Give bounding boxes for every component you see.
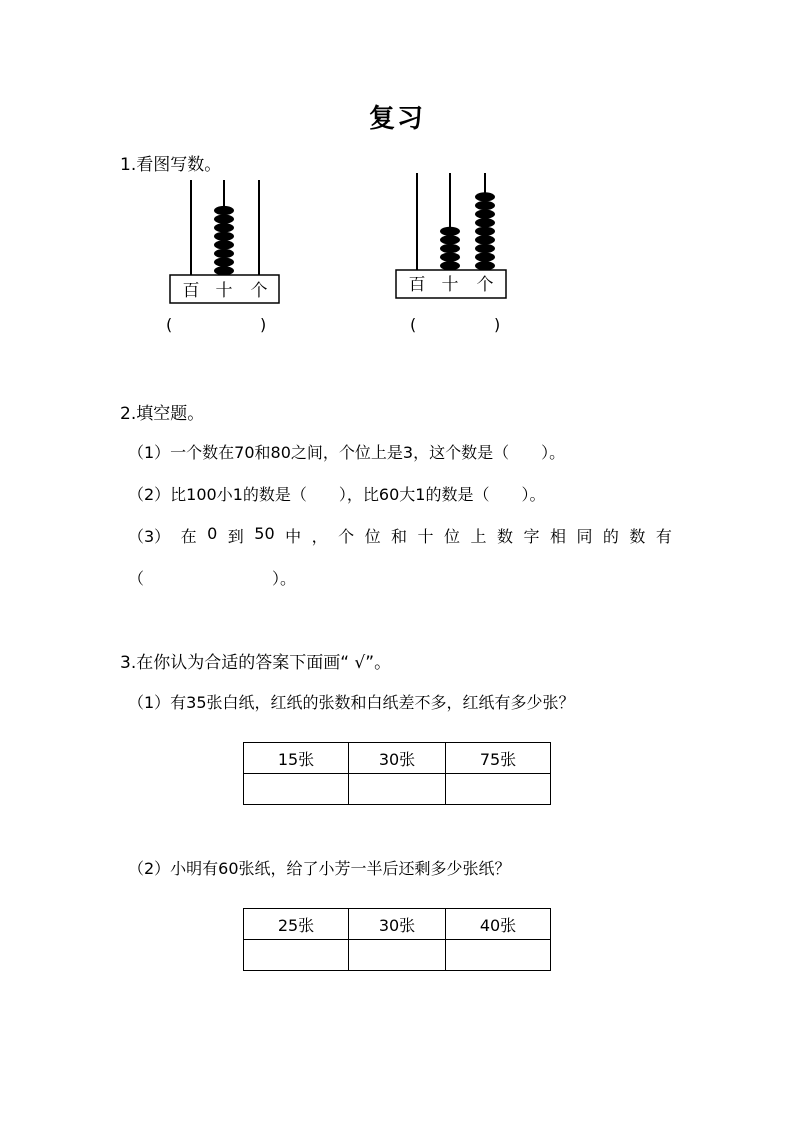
abacus-2-label-ones: 个 <box>476 275 494 295</box>
abacus-2-answer-close: ) <box>494 315 501 334</box>
abacus-2-tens-bead <box>440 235 460 244</box>
answer-cell[interactable] <box>446 774 551 805</box>
q1-heading: 1.看图写数。 <box>120 155 222 175</box>
q2-item-3-token: ， <box>311 527 328 546</box>
abacus-1-tens-bead <box>214 266 234 275</box>
abacus-2-tens-bead <box>440 261 460 270</box>
abacus-1-tens-bead <box>214 223 234 232</box>
abacus-1-answer-close: ) <box>260 315 267 334</box>
page-title: 复习 <box>368 104 425 134</box>
q2-heading: 2.填空题。 <box>120 404 205 424</box>
q2-item-3-token: 上 <box>470 527 487 546</box>
q2-item-2: （2）比100小1的数是（ ），比60大1的数是（ ）。 <box>128 485 546 504</box>
q2-item-3-continuation: （ ）。 <box>128 569 297 588</box>
q2-item-3-token: 50 <box>254 524 275 543</box>
abacus-1-tens-bead <box>214 206 234 215</box>
abacus-2-tens-bead <box>440 227 460 236</box>
q3-part-2-question: （2）小明有60张纸，给了小芳一半后还剩多少张纸？ <box>128 859 511 878</box>
abacus-1-tens-bead <box>214 240 234 249</box>
q2-item-3-token: 位 <box>444 527 461 546</box>
q2-item-3-token: （3） <box>128 527 171 546</box>
abacus-2-ones-bead <box>475 201 495 210</box>
abacus-1-beads <box>214 206 234 275</box>
abacus-2-ones-bead <box>475 253 495 262</box>
option-label: 15张 <box>244 743 349 774</box>
abacus-2-ones-bead <box>475 227 495 236</box>
q2-item-3-token: 有 <box>655 527 672 546</box>
abacus-2-tens-bead <box>440 244 460 253</box>
q3-part-2-options-table <box>243 908 551 971</box>
abacus-1-tens-bead <box>214 249 234 258</box>
answer-cell[interactable] <box>446 940 551 971</box>
q2-item-3-token: 字 <box>523 527 540 546</box>
abacus-2 <box>390 168 520 303</box>
q2-item-3-token: 的 <box>602 527 619 546</box>
option-label: 30张 <box>349 743 446 774</box>
q3-heading: 3.在你认为合适的答案下面画“ √”。 <box>120 653 392 673</box>
q2-item-3-token: 中 <box>285 527 302 546</box>
answer-cell[interactable] <box>244 940 349 971</box>
abacus-1-label-ones: 个 <box>250 281 268 301</box>
q3-part-1-options-table <box>243 742 551 805</box>
q2-item-3 <box>128 524 672 547</box>
q2-item-3-token: 和 <box>391 527 408 546</box>
option-label: 75张 <box>446 743 551 774</box>
option-label: 30张 <box>349 909 446 940</box>
abacus-2-label-tens: 十 <box>441 275 459 295</box>
q3-part-1-question: （1）有35张白纸，红纸的张数和白纸差不多，红纸有多少张？ <box>128 693 575 712</box>
abacus-1-answer-open: ( <box>166 315 173 334</box>
answer-cell[interactable] <box>349 774 446 805</box>
q2-item-3-token: 位 <box>364 527 381 546</box>
abacus-2-label-hundreds: 百 <box>408 275 426 295</box>
option-label: 40张 <box>446 909 551 940</box>
abacus-1-label-tens: 十 <box>215 281 233 301</box>
abacus-2-ones-bead <box>475 244 495 253</box>
abacus-2-ones-bead <box>475 192 495 201</box>
abacus-2-ones-bead <box>475 235 495 244</box>
q2-item-1: （1）一个数在70和80之间，个位上是3，这个数是（ ）。 <box>128 443 566 462</box>
abacus-1-tens-bead <box>214 232 234 241</box>
abacus-2-tens-bead <box>440 253 460 262</box>
q2-item-3-token: 数 <box>629 527 646 546</box>
abacus-2-ones-bead <box>475 261 495 270</box>
q2-item-3-token: 同 <box>576 527 593 546</box>
q2-item-3-token: 到 <box>227 527 244 546</box>
option-label: 25张 <box>244 909 349 940</box>
abacus-2-answer-open: ( <box>410 315 417 334</box>
q2-item-3-token: 0 <box>207 524 218 543</box>
q2-item-3-token: 个 <box>338 527 355 546</box>
answer-cell[interactable] <box>349 940 446 971</box>
abacus-1-tens-bead <box>214 258 234 267</box>
q2-item-3-token: 数 <box>496 527 513 546</box>
abacus-1-label-hundreds: 百 <box>182 281 200 301</box>
abacus-2-ones-bead <box>475 210 495 219</box>
q2-item-3-token: 在 <box>180 527 197 546</box>
abacus-2-beads <box>440 192 495 270</box>
answer-cell[interactable] <box>244 774 349 805</box>
q2-item-3-token: 相 <box>549 527 566 546</box>
q2-item-3-token: 十 <box>417 527 434 546</box>
abacus-1-tens-bead <box>214 215 234 224</box>
abacus-2-ones-bead <box>475 218 495 227</box>
abacus-1 <box>160 175 290 310</box>
